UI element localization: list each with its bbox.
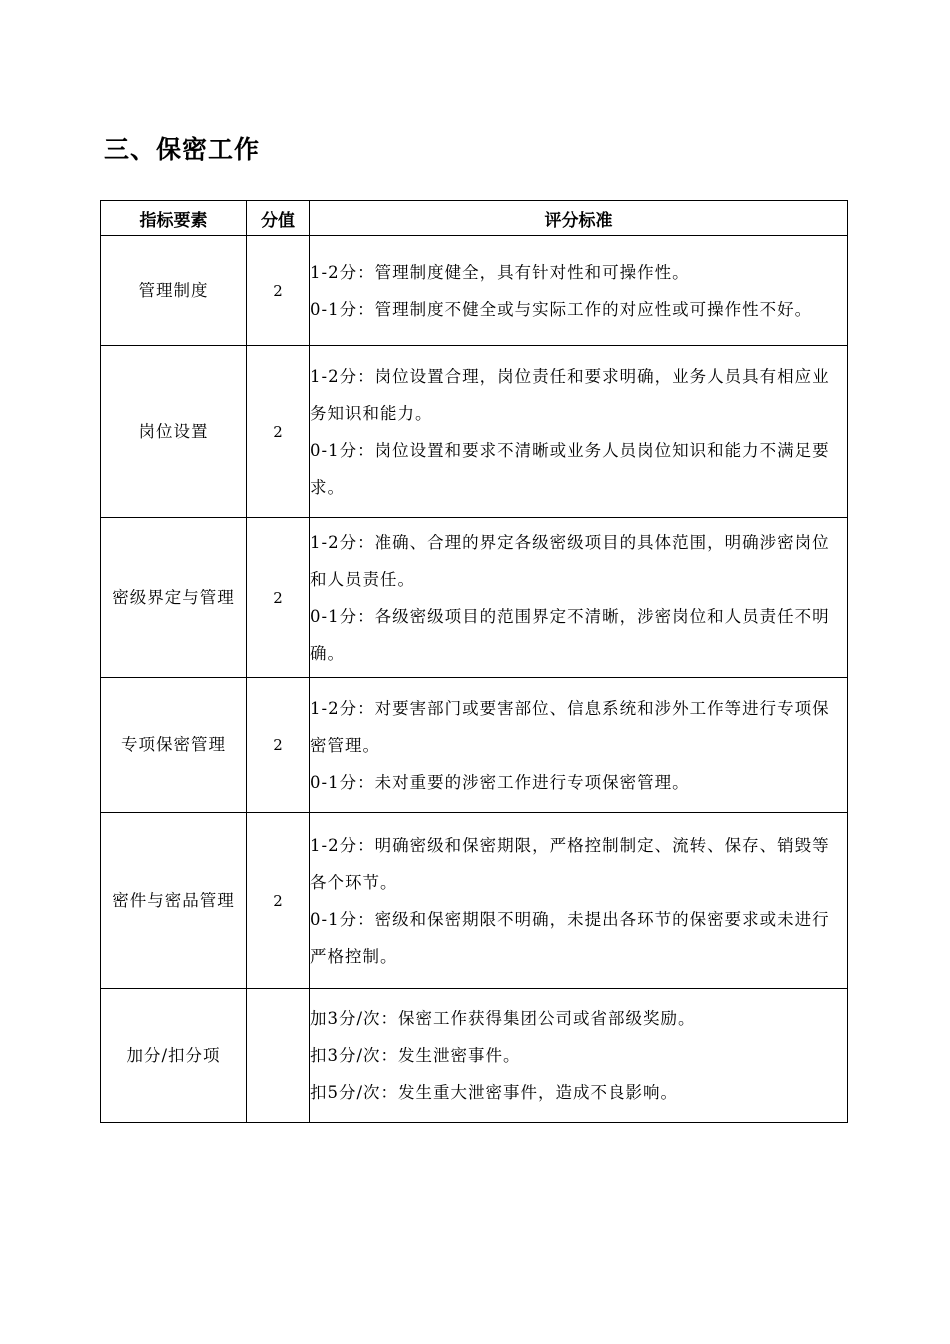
criteria-line: 扣3分/次：发生泄密事件。 [310, 1046, 521, 1065]
header-criteria: 评分标准 [310, 201, 848, 236]
row-criteria [310, 813, 848, 989]
criteria-line: 1-2分：准确、合理的界定各级密级项目的具体范围，明确涉密岗位和人员责任。 [310, 532, 830, 589]
row-score: 2 [247, 678, 310, 813]
table-row [101, 236, 848, 346]
row-item: 加分/扣分项 [101, 989, 247, 1123]
row-score: 2 [247, 346, 310, 518]
table-header-row [101, 201, 848, 236]
row-score: 2 [247, 236, 310, 346]
table-row [101, 346, 848, 518]
scoring-table [100, 200, 848, 1123]
table-row [101, 989, 848, 1123]
table-row [101, 813, 848, 989]
row-score [247, 989, 310, 1123]
row-criteria [310, 678, 848, 813]
table-row [101, 678, 848, 813]
row-criteria [310, 236, 848, 346]
row-item: 岗位设置 [101, 346, 247, 518]
criteria-line: 0-1分：未对重要的涉密工作进行专项保密管理。 [310, 772, 690, 792]
criteria-line: 扣5分/次：发生重大泄密事件，造成不良影响。 [310, 1083, 679, 1102]
criteria-line: 0-1分：各级密级项目的范围界定不清晰，涉密岗位和人员责任不明确。 [310, 606, 830, 663]
criteria-line: 1-2分：对要害部门或要害部位、信息系统和涉外工作等进行专项保密管理。 [310, 698, 830, 755]
row-score: 2 [247, 813, 310, 989]
row-criteria [310, 989, 848, 1123]
criteria-line: 加3分/次：保密工作获得集团公司或省部级奖励。 [310, 1009, 696, 1028]
criteria-line: 1-2分：明确密级和保密期限，严格控制制定、流转、保存、销毁等各个环节。 [310, 835, 830, 892]
row-criteria [310, 518, 848, 678]
criteria-line: 1-2分：岗位设置合理，岗位责任和要求明确，业务人员具有相应业务知识和能力。 [310, 366, 830, 423]
header-score: 分值 [247, 201, 310, 236]
criteria-line: 0-1分：密级和保密期限不明确，未提出各环节的保密要求或未进行严格控制。 [310, 909, 830, 966]
row-criteria [310, 346, 848, 518]
row-item: 专项保密管理 [101, 678, 247, 813]
criteria-line: 0-1分：岗位设置和要求不清晰或业务人员岗位知识和能力不满足要求。 [310, 440, 830, 497]
row-item: 密级界定与管理 [101, 518, 247, 678]
row-item: 密件与密品管理 [101, 813, 247, 989]
criteria-line: 0-1分：管理制度不健全或与实际工作的对应性或可操作性不好。 [310, 299, 813, 319]
row-score: 2 [247, 518, 310, 678]
criteria-line: 1-2分：管理制度健全，具有针对性和可操作性。 [310, 262, 690, 282]
header-item: 指标要素 [101, 201, 247, 236]
table-row [101, 518, 848, 678]
row-item: 管理制度 [101, 236, 247, 346]
section-title: 三、保密工作 [104, 135, 261, 164]
